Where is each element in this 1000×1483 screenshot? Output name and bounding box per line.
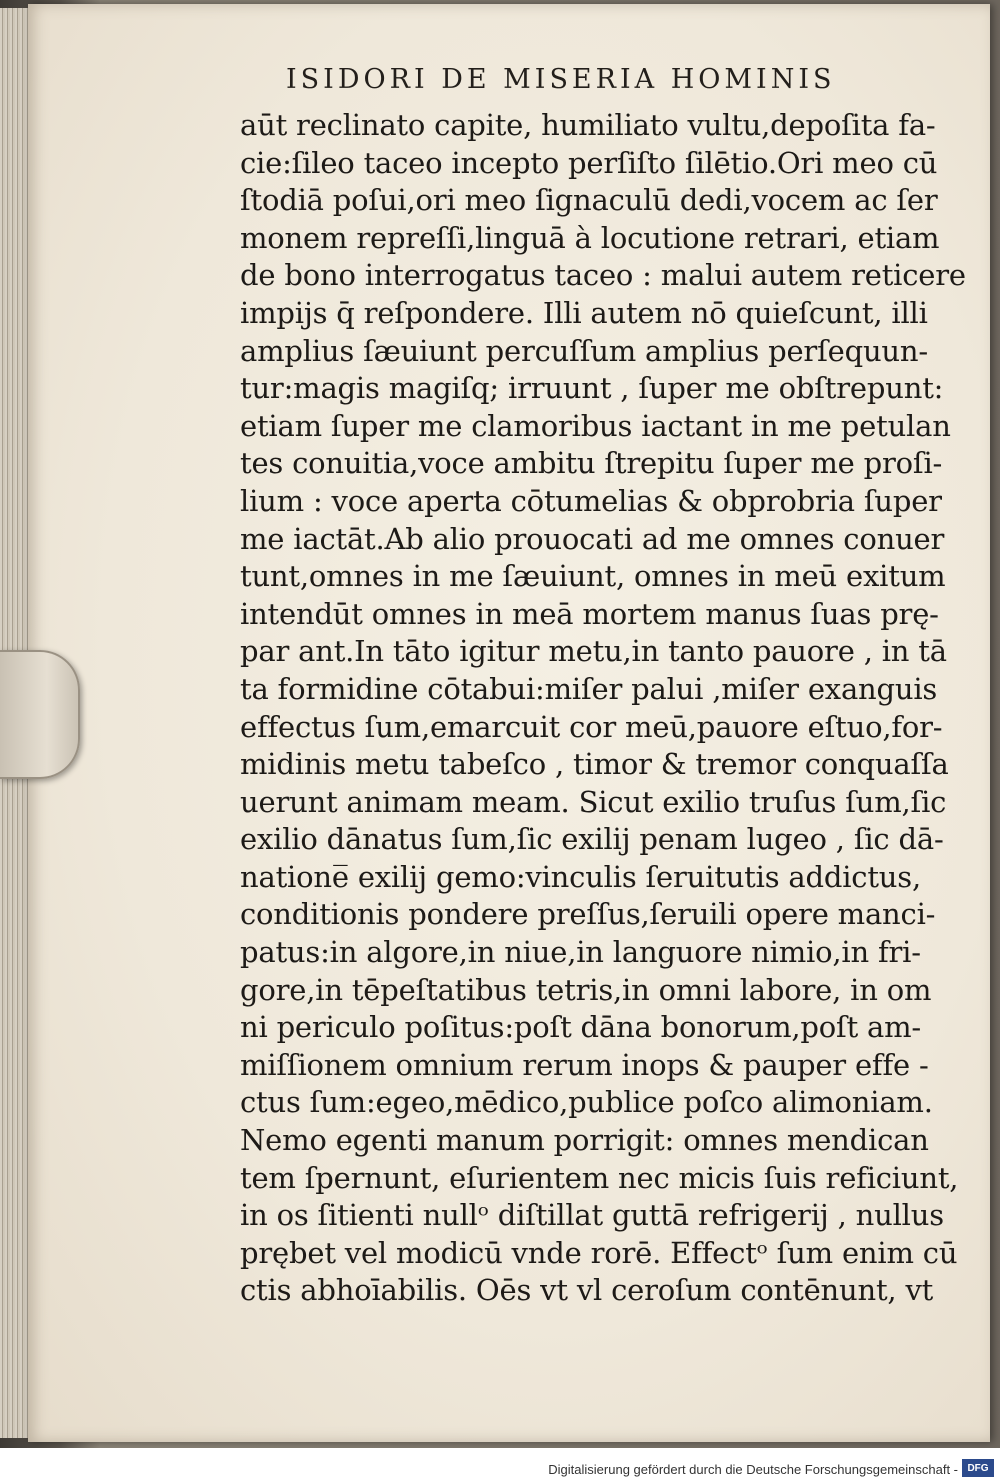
text-line: ni periculo poſitus:poſt dāna bonorum,poſt am- — [240, 1010, 922, 1045]
text-line: impijs q̄ reſpondere. Illi autem nō quieſcunt, illi — [240, 295, 928, 330]
text-block — [240, 107, 1000, 1310]
text-line: miſſionem omnium rerum inops & pauper effe - — [240, 1047, 929, 1082]
book-page — [28, 4, 990, 1442]
text-line: in os ſitienti nullᵒ diſtillat guttā refrigerij , nullus — [240, 1198, 944, 1233]
text-line: gore,in tēpeſtatibus tetris,in omni labore, in om — [240, 972, 932, 1007]
text-line: exilio dānatus ſum,ſic exilij penam lugeo , ſic dā- — [240, 822, 944, 857]
running-head: ISIDORI DE MISERIA HOMINIS — [286, 64, 836, 95]
text-line: prębet vel modicū vnde rorē. Effectᵒ ſum enim cū — [240, 1235, 958, 1270]
text-line: intendūt omnes in meā mortem manus ſuas prę- — [240, 596, 939, 631]
text-line: aūt reclinato capite, humiliato vultu,depoſita fa- — [240, 108, 936, 142]
text-line: tunt,omnes in me ſæuiunt, omnes in meū exitum — [240, 559, 946, 594]
digitization-credit: Digitalisierung gefördert durch die Deutsche Forschungsgemeinschaft - — [548, 1462, 958, 1477]
text-line: ſtodiā poſui,ori meo ſignaculū dedi,vocem ac ſer — [240, 183, 938, 218]
text-line: tem ſpernunt, eſurientem nec micis ſuis reficiunt, — [240, 1160, 959, 1195]
text-line: monem repreſſi,linguā à locutione retrari, etiam — [240, 220, 940, 255]
page-clip — [0, 650, 80, 779]
text-line: natione̅ exilij gemo:vinculis ſeruitutis addictus, — [240, 859, 921, 894]
text-line: ctus ſum:egeo,mēdico,publice poſco alimoniam. — [240, 1085, 933, 1120]
text-line: lium : voce aperta cōtumelias & obprobria ſuper — [240, 483, 942, 518]
text-line: amplius ſæuiunt percuſſum amplius perſequun- — [240, 333, 928, 368]
text-line: de bono interrogatus taceo : malui autem reticere — [240, 258, 966, 293]
text-line: tes conuitia,voce ambitu ſtrepitu ſuper me proſi- — [240, 446, 943, 481]
text-line: effectus ſum,emarcuit cor meū,pauore eſtuo,for- — [240, 709, 943, 744]
text-line: Nemo egenti manum porrigit: omnes mendican — [240, 1123, 929, 1158]
text-line: conditionis pondere preſſus,ſeruili opere manci- — [240, 897, 936, 932]
text-line: cie:ſileo taceo incepto perſiſto ſilētio.Ori meo cū — [240, 145, 938, 180]
text-line: ta formidine cōtabui:miſer palui ,miſer exanguis — [240, 671, 938, 706]
text-line: ctis abhoīabilis. Oēs vt vl ceroſum contēnunt, vt — [240, 1273, 934, 1308]
text-line: me iactāt.Ab alio prouocati ad me omnes conuer — [240, 521, 945, 556]
text-line: midinis metu tabeſco , timor & tremor conquaſſa — [240, 747, 949, 782]
text-line: tur:magis magiſq; irruunt , ſuper me obſtrepunt: — [240, 371, 944, 406]
text-line: uerunt animam meam. Sicut exilio truſus ſum,ſic — [240, 784, 947, 819]
text-line: patus:in algore,in niue,in languore nimio,in fri- — [240, 935, 921, 970]
dfg-logo: DFG — [962, 1459, 994, 1477]
text-line: par ant.In tāto igitur metu,in tanto pauore , in tā — [240, 634, 947, 669]
text-line: etiam ſuper me clamoribus iactant in me petulan — [240, 408, 951, 443]
